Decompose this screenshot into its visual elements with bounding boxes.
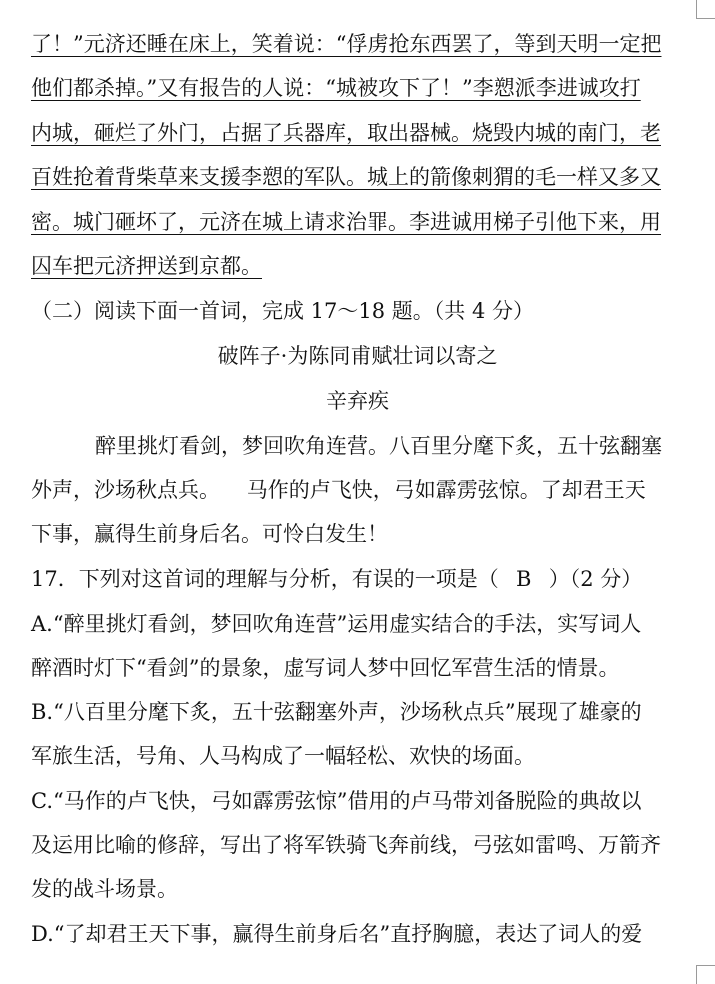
- poem-line: 外声，沙场秋点兵。 马作的卢飞快，弓如霹雳弦惊。了却君王天: [31, 478, 646, 502]
- translation-line: 了！”元济还睡在床上，笑着说：“俘虏抢东西罢了，等到天明一定把: [31, 32, 662, 56]
- page-corner-mark: [696, 965, 715, 984]
- answer-choice: B: [516, 567, 532, 591]
- poem-author: 辛弃疾: [326, 389, 389, 413]
- translation-line: 内城，砸烂了外门，占据了兵器库，取出器械。烧毁内城的南门，老: [31, 121, 661, 145]
- translation-line: 百姓抢着背柴草来支援李愬的军队。城上的箭像刺猬的毛一样又多又: [31, 165, 661, 189]
- translation-line: 囚车把元济押送到京都。: [31, 254, 262, 278]
- poem-line: 下事，赢得生前身后名。可怜白发生！: [31, 522, 388, 546]
- option-c-line: 发的战斗场景。: [31, 877, 178, 901]
- option-c-line: 及运用比喻的修辞，写出了将军铁骑飞奔前线，弓弦如雷鸣、万箭齐: [31, 833, 661, 857]
- question-17-stem: [31, 565, 681, 593]
- option-b-line: B.“八百里分麾下炙，五十弦翻塞外声，沙场秋点兵”展现了雄豪的: [31, 700, 642, 724]
- option-a-line: A.“醉里挑灯看剑，梦回吹角连营”运用虚实结合的手法，实写词人: [31, 612, 642, 636]
- option-b-line: 军旅生活，号角、人马构成了一幅轻松、欢快的场面。: [31, 744, 535, 768]
- translation-line: 他们都杀掉。”又有报告的人说：“城被攻下了！”李愬派李进诚攻打: [31, 76, 641, 100]
- question-stem-text: 17．下列对这首词的理解与分析，有误的一项是（: [31, 567, 499, 591]
- poem-line: 醉里挑灯看剑，梦回吹角连营。八百里分麾下炙，五十弦翻塞: [95, 434, 662, 458]
- page-corner-mark: [696, 0, 715, 19]
- poem-title: 破阵子·为陈同甫赋壮词以寄之: [217, 344, 498, 368]
- translation-line: 密。城门砸坏了，元济在城上请求治罪。李进诚用梯子引他下来，用: [31, 210, 661, 234]
- question-points: ）（2 分）: [548, 567, 643, 591]
- section-heading: （二）阅读下面一首词，完成 17～18 题。（共 4 分）: [31, 299, 535, 323]
- option-d-line: D.“了却君王天下事，赢得生前身后名”直抒胸臆，表达了词人的爱: [31, 922, 643, 946]
- option-c-line: C.“马作的卢飞快，弓如霹雳弦惊”借用的卢马带刘备脱险的典故以: [31, 789, 642, 813]
- option-a-line: 醉酒时灯下“看剑”的景象，虚写词人梦中回忆军营生活的情景。: [31, 656, 620, 680]
